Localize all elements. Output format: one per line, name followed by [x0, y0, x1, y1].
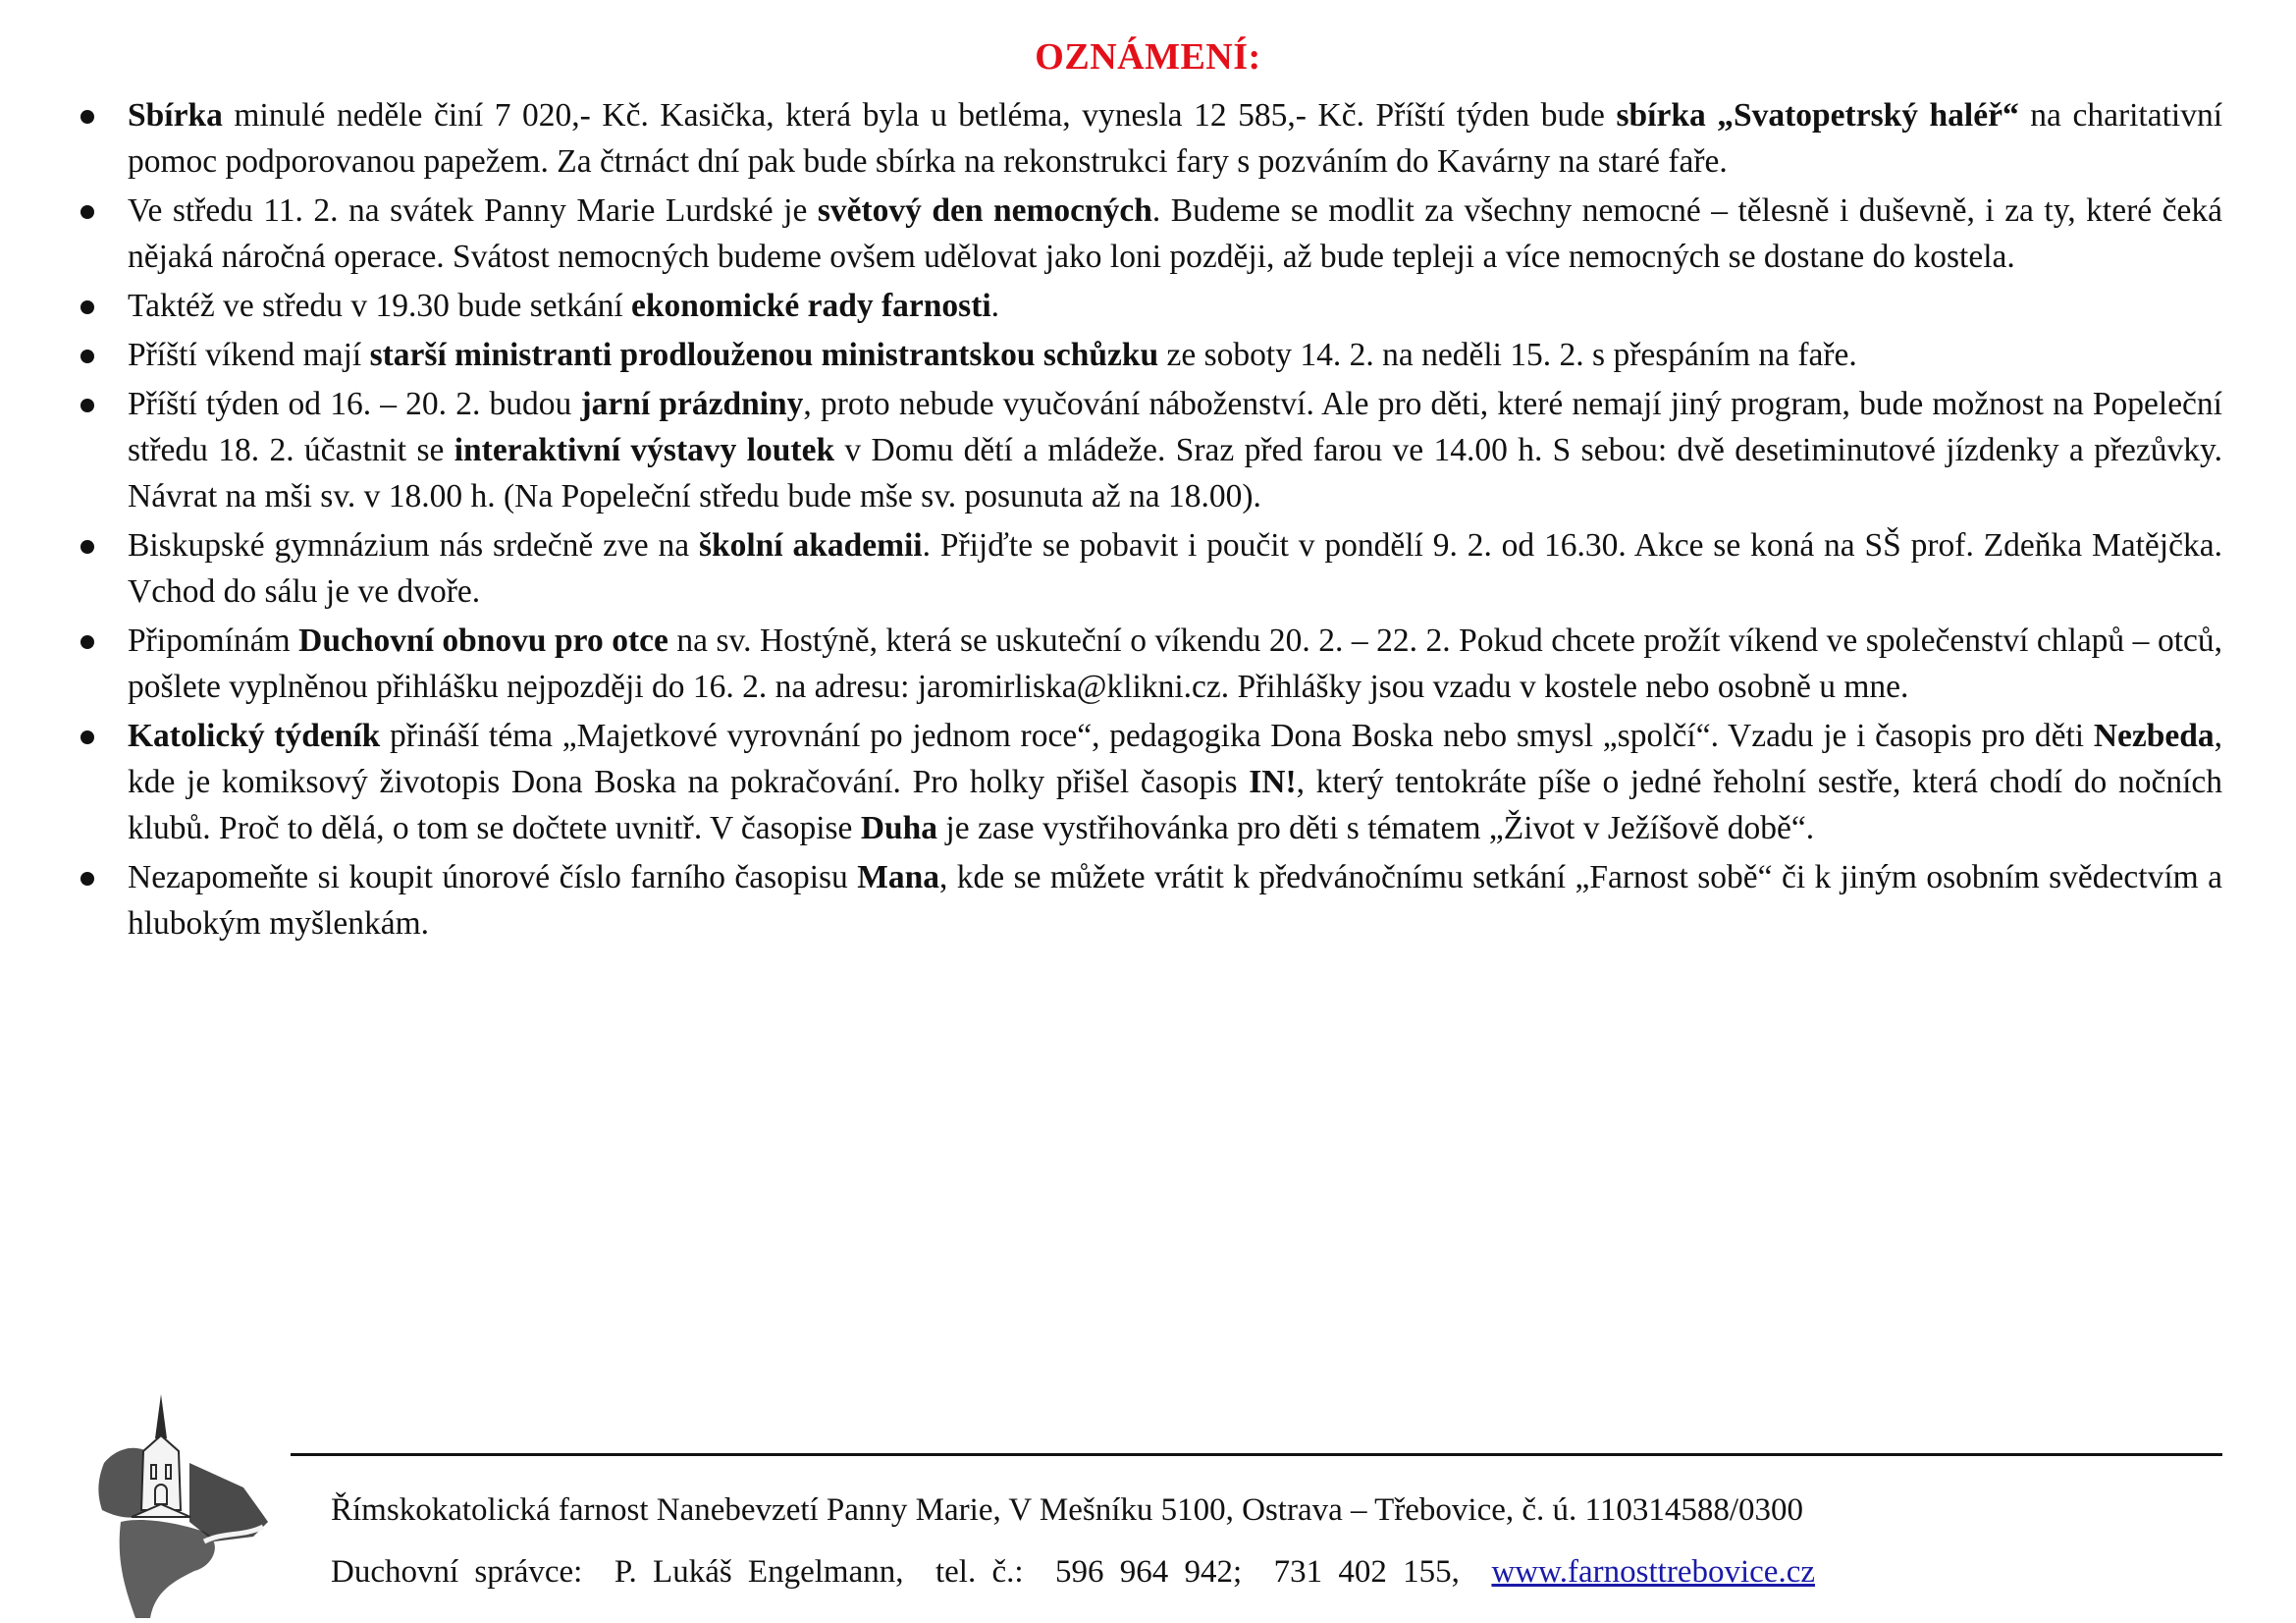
announcement-text: Biskupské gymnázium nás srdečně zve na: [128, 527, 699, 564]
emphasized-text: Duha: [860, 810, 938, 846]
announcement-item: [80, 522, 2222, 615]
announcement-list: [80, 92, 2222, 949]
announcement-item: [80, 188, 2222, 280]
announcement-text: Připomínám: [128, 622, 299, 659]
announcement-text: přináší téma „Majetkové vyrovnání po jednom roce“, pedagogika Dona Boska nebo smysl „spolčí“. Vzadu je i časopis pro děti: [380, 718, 2094, 754]
announcement-text: , kde se můžete vrátit k předvánočnímu setkání „Farnost sobě“ či k jiným osobním svědectvím a hlubokým myšlenkám.: [128, 859, 2222, 942]
bullet-icon: [80, 872, 94, 886]
announcement-text: . Budeme se modlit za všechny nemocné – tělesně i duševně, i za ty, které čeká nějaká náročná operace. Svátost nemocných budeme ovšem udělovat jako loni později, až bude tepleji a více nemocných se dostane do kostela.: [128, 192, 2222, 275]
emphasized-text: jarní prázdniny: [580, 386, 804, 422]
announcement-text: na sv. Hostýně, která se uskuteční o víkendu 20. 2. – 22. 2. Pokud chcete prožít víkend ve společenství chlapů – otců, pošlete vyplněnou přihlášku nejpozději do 16. 2. na adresu: jaromirliska@klikni.cz. Přihlášky jsou vzadu v kostele nebo osobně u mne.: [128, 622, 2222, 705]
church-illustration-icon: [96, 1394, 283, 1618]
bullet-icon: [80, 110, 94, 124]
bullet-icon: [80, 300, 94, 314]
announcement-text: , proto nebude vyučování náboženství. Ale pro děti, které nemají jiný program, bude možnost na Popeleční středu 18. 2. účastnit se: [128, 386, 2222, 468]
announcement-text: na charitativní pomoc podporovanou papežem. Za čtrnáct dní pak bude sbírka na rekonstrukci fary s pozváním do Kavárny na staré faře.: [128, 97, 2223, 180]
emphasized-text: Mana: [857, 859, 939, 895]
emphasized-text: Duchovní obnovu pro otce: [298, 622, 668, 659]
page-title: OZNÁMENÍ:: [1035, 36, 1261, 78]
announcement-text: Nezapomeňte si koupit únorové číslo farního časopisu: [128, 859, 858, 895]
bullet-icon: [80, 399, 94, 412]
announcement-item: [80, 283, 2222, 329]
announcement-text: je zase vystřihovánka pro děti s tématem „Život v Ježíšově době“.: [937, 810, 1815, 846]
emphasized-text: starší ministranti prodlouženou ministrantskou schůzku: [369, 337, 1159, 373]
emphasized-text: školní akademii: [698, 527, 923, 564]
contact-details: Duchovní správce: P. Lukáš Engelmann, tel. č.: 596 964 942; 731 402 155,: [331, 1554, 1492, 1590]
announcement-item: [80, 381, 2222, 519]
announcement-text: , který tentokráte píše o jedné řeholní sestře, která chodí do nočních klubů. Proč to dělá, o tom se dočtete uvnitř. V časopise: [128, 764, 2222, 846]
announcement-text: Příští týden od 16. – 20. 2. budou: [128, 386, 581, 422]
announcement-text: .: [990, 288, 1000, 324]
emphasized-text: sbírka „Svatopetrský haléř“: [1616, 97, 2019, 134]
announcement-text: Taktéž ve středu v 19.30 bude setkání: [128, 288, 632, 324]
parish-address: Římskokatolická farnost Nanebevzetí Panny Marie, V Mešníku 5100, Ostrava – Třebovice, č. ú. 110314588/0300: [331, 1492, 1803, 1528]
announcement-text: v Domu dětí a mládeže. Sraz před farou ve 14.00 h. S sebou: dvě desetiminutové jízdenky a přezůvky. Návrat na mši sv. v 18.00 h. (Na Popeleční středu bude mše sv. posunuta až na 18.00).: [128, 432, 2222, 514]
announcement-text: Ve středu 11. 2. na svátek Panny Marie Lurdské je: [128, 192, 818, 229]
bullet-icon: [80, 635, 94, 649]
emphasized-text: ekonomické rady farnosti: [631, 288, 991, 324]
bullet-icon: [80, 205, 94, 219]
footer-divider: [291, 1453, 2222, 1456]
announcement-item: [80, 332, 2222, 378]
emphasized-text: Sbírka: [128, 97, 223, 134]
parish-contact: [331, 1552, 1815, 1592]
website-link[interactable]: www.farnosttrebovice.cz: [1491, 1554, 1815, 1590]
announcement-text: , kde je komiksový životopis Dona Boska na pokračování. Pro holky přišel časopis: [128, 718, 2222, 800]
announcement-text: ze soboty 14. 2. na neděli 15. 2. s přespáním na faře.: [1158, 337, 1857, 373]
emphasized-text: světový den nemocných: [817, 192, 1152, 229]
emphasized-text: IN!: [1249, 764, 1297, 800]
emphasized-text: Katolický týdeník: [128, 718, 381, 754]
announcement-text: . Přijďte se pobavit i poučit v pondělí 9. 2. od 16.30. Akce se koná na SŠ prof. Zdeňka Matějčka. Vchod do sálu je ve dvoře.: [128, 527, 2222, 610]
emphasized-text: Nezbeda: [2093, 718, 2215, 754]
emphasized-text: interaktivní výstavy loutek: [454, 432, 835, 468]
announcement-item: [80, 713, 2222, 851]
announcement-item: [80, 92, 2222, 185]
bullet-icon: [80, 350, 94, 363]
bullet-icon: [80, 730, 94, 744]
bullet-icon: [80, 540, 94, 554]
announcement-item: [80, 854, 2222, 947]
announcement-item: [80, 618, 2222, 710]
announcement-text: Příští víkend mají: [128, 337, 370, 373]
announcement-text: minulé neděle činí 7 020,- Kč. Kasička, která byla u betléma, vynesla 12 585,- Kč. Příští týden bude: [222, 97, 1617, 134]
